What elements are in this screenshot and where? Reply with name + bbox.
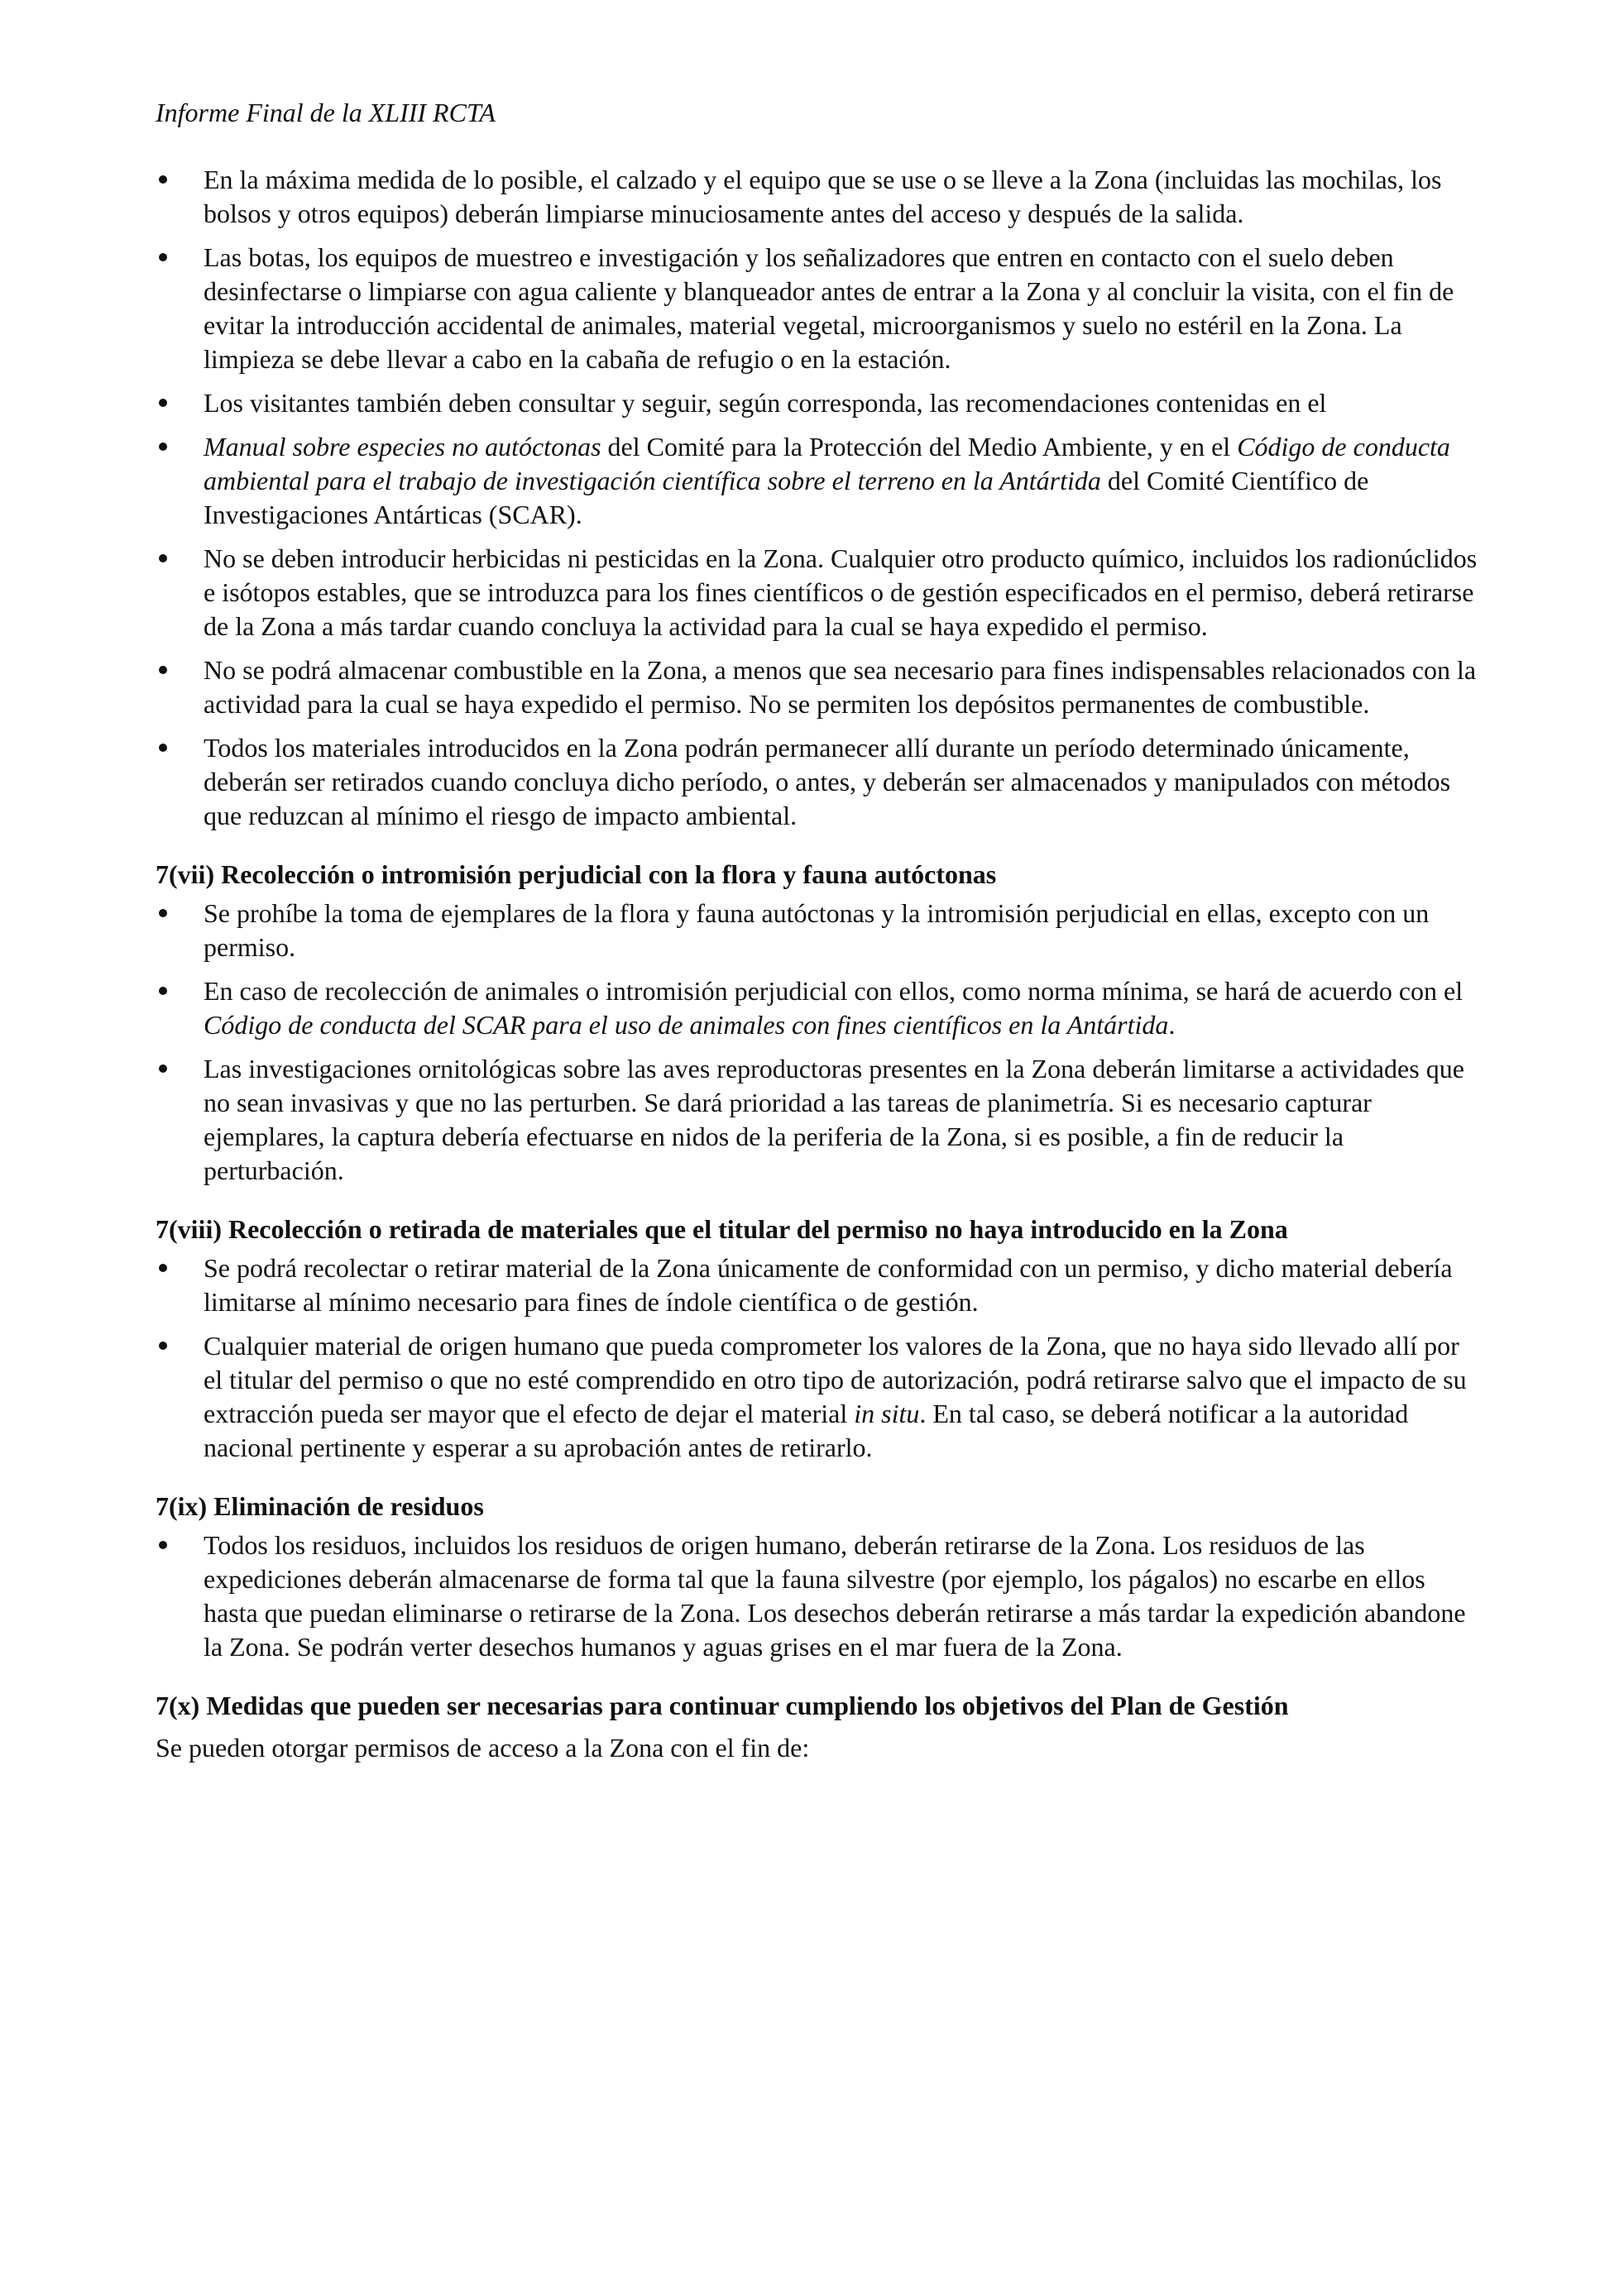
bullet-icon (159, 399, 167, 407)
bullet-icon (159, 554, 167, 562)
document-body (156, 163, 1479, 1765)
section-heading-ix: 7(ix) Eliminación de residuos (156, 1491, 484, 1521)
section-ix-bullet-list (156, 1528, 1479, 1664)
list-item: Se prohíbe la toma de ejemplares de la flora y fauna autóctonas y la intromisión perjudicial en ellas, excepto con un permiso. (156, 897, 1479, 964)
list-item: Todos los materiales introducidos en la Zona podrán permanecer allí durante un período determinado únicamente, deberán ser retirados cuando concluya dicho período, o antes, y deberán ser almacenados y manipulados con métodos que reduzcan al mínimo el riesgo de impacto ambiental. (156, 731, 1479, 833)
section-x-paragraph: Se pueden otorgar permisos de acceso a la Zona con el fin de: (156, 1733, 810, 1763)
list-item: En la máxima medida de lo posible, el calzado y el equipo que se use o se lleve a la Zona (incluidas las mochilas, los bolsos y otros equipos) deberán limpiarse minuciosamente antes del acceso y después de la salida. (156, 163, 1479, 231)
bullet-icon (159, 1342, 167, 1350)
list-item: Los visitantes también deben consultar y seguir, según corresponda, las recomendaciones contenidas en el (156, 386, 1479, 420)
running-header: Informe Final de la XLIII RCTA (156, 98, 496, 127)
intro-bullet-list (156, 163, 1479, 833)
bullet-icon (159, 253, 167, 261)
section-heading-viii: 7(viii) Recolección o retirada de materiales que el titular del permiso no haya introducido en la Zona (156, 1214, 1288, 1244)
bullet-icon (159, 175, 167, 184)
list-item: Las botas, los equipos de muestreo e investigación y los señalizadores que entren en contacto con el suelo deben desinfectarse o limpiarse con agua caliente y blanqueador antes de entrar a la Zona y al concluir la visita, con el fin de evitar la introducción accidental de animales, material vegetal, microorganismos y suelo no estéril en la Zona. La limpieza se debe llevar a cabo en la cabaña de refugio o en la estación. (156, 241, 1479, 376)
bullet-icon (159, 744, 167, 752)
list-item: Las investigaciones ornitológicas sobre las aves reproductoras presentes en la Zona deberán limitarse a actividades que no sean invasivas y que no las perturben. Se dará prioridad a las tareas de planimetría. Si es necesario capturar ejemplares, la captura debería efectuarse en nidos de la periferia de la Zona, si es posible, a fin de reducir la perturbación. (156, 1052, 1479, 1188)
bullet-icon (159, 666, 167, 674)
list-item: Se podrá recolectar o retirar material de la Zona únicamente de conformidad con un permiso, y dicho material debería limitarse al mínimo necesario para fines de índole científica o de gestión. (156, 1251, 1479, 1319)
bullet-icon (159, 987, 167, 995)
section-heading-vii: 7(vii) Recolección o intromisión perjudicial con la flora y fauna autóctonas (156, 859, 997, 889)
list-item: No se podrá almacenar combustible en la Zona, a menos que sea necesario para fines indispensables relacionados con la actividad para la cual se haya expedido el permiso. No se permiten los depósitos permanentes de combustible. (156, 653, 1479, 721)
section-viii-bullet-list (156, 1251, 1479, 1465)
bullet-icon (159, 909, 167, 917)
list-item: No se deben introducir herbicidas ni pesticidas en la Zona. Cualquier otro producto químico, incluidos los radionúclidos e isótopos estables, que se introduzca para los fines científicos o de gestión especificados en el permiso, deberá retirarse de la Zona a más tardar cuando concluya la actividad para la cual se haya expedido el permiso. (156, 542, 1479, 643)
bullet-icon (159, 1541, 167, 1549)
section-heading-x: 7(x) Medidas que pueden ser necesarias para continuar cumpliendo los objetivos del Plan de Gestión (156, 1691, 1289, 1720)
list-item: En caso de recolección de animales o intromisión perjudicial con ellos, como norma mínima, se hará de acuerdo con el Código de conducta del SCAR para el uso de animales con fines científicos en la Antártida. (156, 974, 1479, 1042)
list-item: Cualquier material de origen humano que pueda comprometer los valores de la Zona, que no haya sido llevado allí por el titular del permiso o que no esté comprendido en otro tipo de autorización, podrá retirarse salvo que el impacto de su extracción pueda ser mayor que el efecto de dejar el material in situ. En tal caso, se deberá notificar a la autoridad nacional pertinente y esperar a su aprobación antes de retirarlo. (156, 1329, 1479, 1465)
bullet-icon (159, 442, 167, 451)
list-item: Manual sobre especies no autóctonas del Comité para la Protección del Medio Ambiente, y en el Código de conducta ambiental para el trabajo de investigación científica sobre el terreno en la Antártida del Comité Científico de Investigaciones Antárticas (SCAR). (156, 430, 1479, 532)
list-item: Todos los residuos, incluidos los residuos de origen humano, deberán retirarse de la Zona. Los residuos de las expediciones deberán almacenarse de forma tal que la fauna silvestre (por ejemplo, los págalos) no escarbe en ellos hasta que puedan eliminarse o retirarse de la Zona. Los desechos deberán retirarse a más tardar la expedición abandone la Zona. Se podrán verter desechos humanos y aguas grises en el mar fuera de la Zona. (156, 1528, 1479, 1664)
bullet-icon (159, 1264, 167, 1272)
section-vii-bullet-list (156, 897, 1479, 1188)
bullet-icon (159, 1064, 167, 1073)
